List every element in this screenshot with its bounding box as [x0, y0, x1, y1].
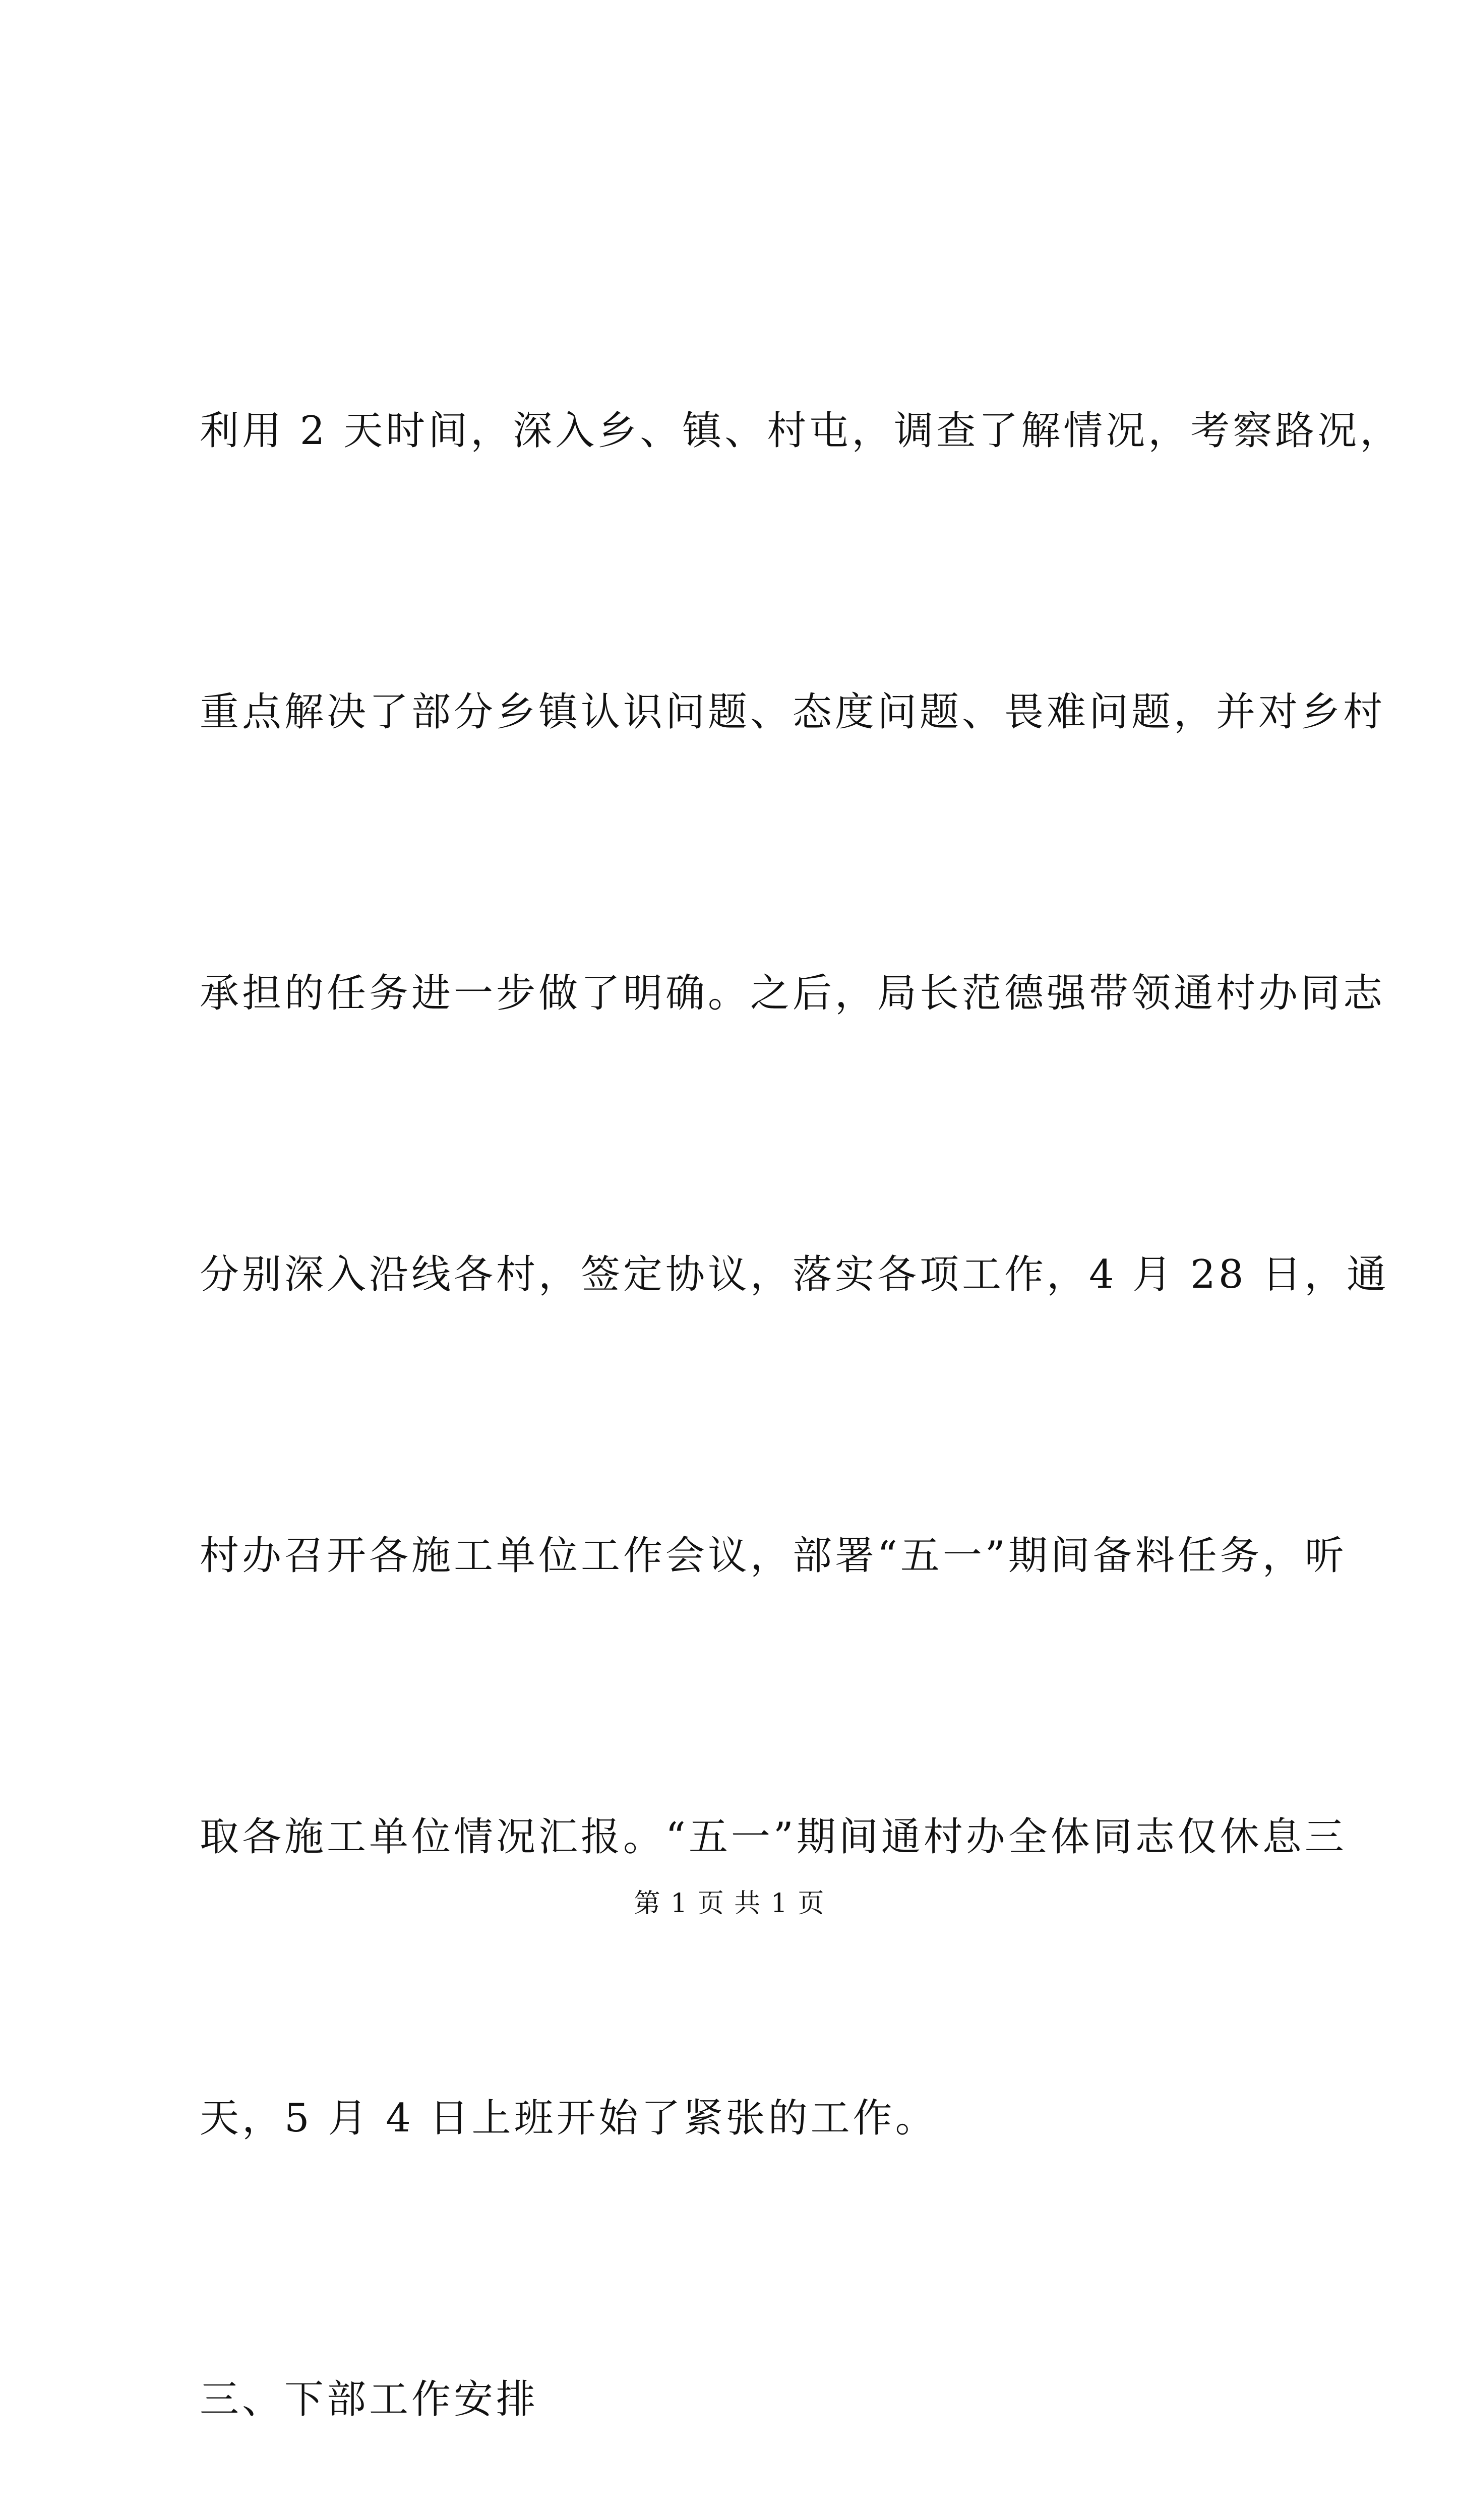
section-heading: 三、下部工作安排 [200, 2377, 539, 2422]
text-line: 村办召开各施工单位工作会议，部署“五一”期间备料任务，听 [200, 1533, 1347, 1579]
page-number: 第 1 页 共 1 页 [634, 1888, 825, 1919]
page-footer [0, 1886, 1459, 1921]
document-body [200, 197, 1403, 2520]
text-line: 天，5 月 4 日上班开始了紧张的工作。 [200, 2096, 938, 2141]
text-line: 重点解决了部分乡镇认识问题、态度问题、畏难问题，并对乡村 [200, 689, 1386, 735]
body-paragraph [200, 197, 1403, 2520]
text-line: 分别深入沿线各村，签定协议，落实各项工作，4 月 28 日，通 [200, 1252, 1389, 1297]
text-line: 利用 2 天时间，深入乡、镇、村屯，调查了解情况，考察路况， [200, 408, 1403, 454]
text-line: 承担的任务进一步做了明确。之后，局长范德强带领通村办同志 [200, 971, 1386, 1016]
text-line: 取各施工单位情况汇报。“五一”期间通村办全体同志仅休息三 [200, 1814, 1347, 1860]
